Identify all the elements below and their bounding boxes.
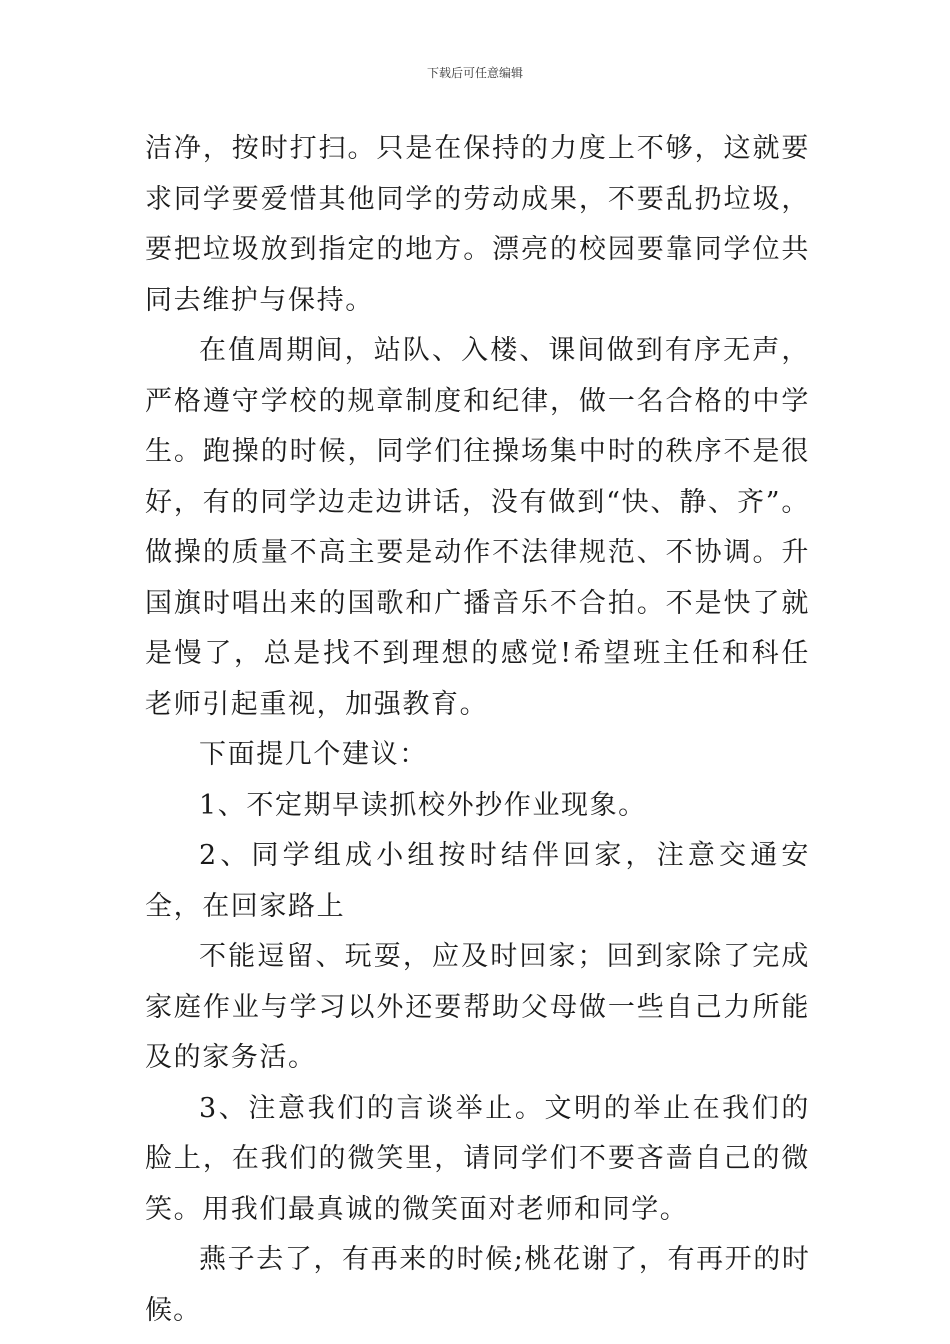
paragraph-1: 洁净，按时打扫。只是在保持的力度上不够，这就要求同学要爱惜其他同学的劳动成果，不要乱扔垃圾，要把垃圾放到指定的地方。漂亮的校园要靠同学位共同去维护与保持。 <box>145 133 810 316</box>
paragraph-3: 下面提几个建议： <box>199 739 428 770</box>
paragraph-6: 不能逗留、玩耍，应及时回家；回到家除了完成家庭作业与学习以外还要帮助父母做一些自己力所能及的家务活。 <box>145 941 810 1073</box>
paragraph-8: 燕子去了，有再来的时候;桃花谢了，有再开的时候。 <box>145 1244 810 1326</box>
paragraph-7: 3、注意我们的言谈举止。文明的举止在我们的脸上，在我们的微笑里，请同学们不要吝啬自己的微笑。用我们最真诚的微笑面对老师和同学。 <box>145 1092 810 1225</box>
paragraph-2: 在值周期间，站队、入楼、课间做到有序无声，严格遵守学校的规章制度和纪律，做一名合格的中学生。跑操的时候，同学们往操场集中时的秩序不是很好，有的同学边走边讲话，没有做到“快、静、齐”。做操的质量不高主要是动作不法律规范、不协调。升国旗时唱出来的国歌和广播音乐不合拍。不是快了就是慢了，总是找不到理想的感觉!希望班主任和科任老师引起重视，加强教育。 <box>145 335 810 720</box>
page-header: 下载后可任意编辑 <box>426 66 523 80</box>
paragraph-5: 2、同学组成小组按时结伴回家，注意交通安全，在回家路上 <box>145 840 810 922</box>
document-body <box>145 124 810 1336</box>
paragraph-4: 1、不定期早读抓校外抄作业现象。 <box>199 789 647 821</box>
